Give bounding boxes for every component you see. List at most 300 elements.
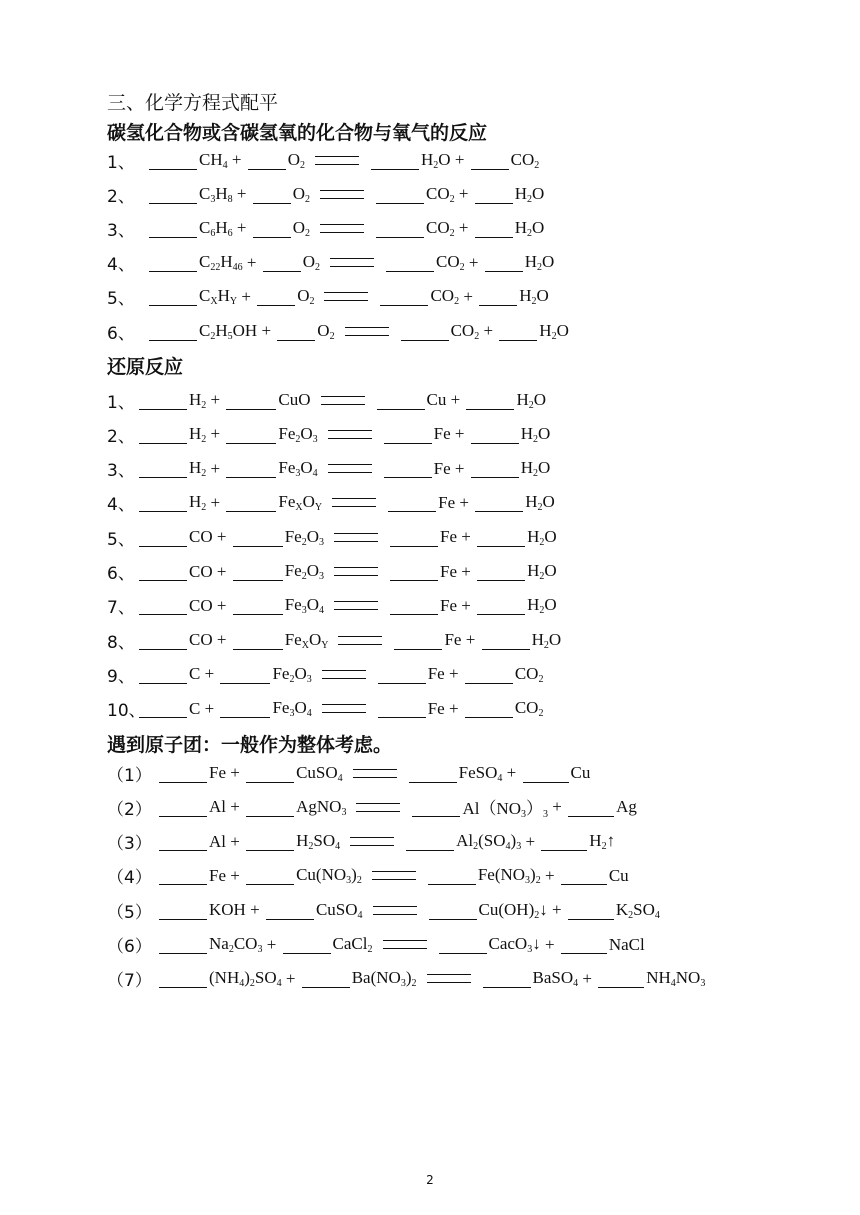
reactant-1: CO	[189, 527, 213, 547]
coefficient-blank[interactable]	[465, 699, 513, 718]
product-2: Cu	[570, 763, 591, 782]
coefficient-blank[interactable]	[246, 798, 294, 817]
plus-sign: +	[454, 184, 473, 204]
equation-number: 8、	[107, 632, 135, 653]
equation-number: 5、	[107, 289, 135, 310]
plus-sign: +	[455, 492, 474, 512]
equation-row	[107, 454, 550, 484]
equation-row	[107, 488, 555, 518]
coefficient-blank[interactable]	[139, 391, 187, 410]
equation-row	[107, 179, 544, 209]
plus-sign: +	[454, 218, 473, 238]
plus-sign: +	[200, 698, 219, 718]
equals-sign	[315, 156, 359, 165]
coefficient-blank[interactable]	[471, 151, 509, 170]
equation-number: 1、	[107, 392, 135, 413]
product-2: $H_2O$	[539, 320, 569, 342]
reactant-1: Fe	[209, 865, 226, 885]
plus-sign: +	[232, 184, 251, 204]
plus-sign: +	[502, 763, 521, 782]
coefficient-blank[interactable]	[499, 322, 537, 341]
plus-sign: +	[206, 492, 225, 512]
coefficient-blank[interactable]	[485, 253, 523, 272]
plus-sign: +	[226, 831, 245, 851]
product-2: $H_2O$	[527, 561, 557, 582]
equation-row	[107, 758, 590, 788]
plus-sign: +	[547, 900, 566, 920]
reactant-2: $Fe_3O_4$	[284, 595, 324, 617]
coefficient-blank[interactable]	[149, 253, 197, 272]
reactant-2: $O_2$	[292, 183, 310, 205]
coefficient-blank[interactable]	[394, 631, 442, 650]
plus-sign: +	[540, 865, 559, 885]
coefficient-blank[interactable]	[477, 562, 525, 581]
coefficient-blank[interactable]	[139, 459, 187, 478]
coefficient-blank[interactable]	[149, 219, 197, 238]
plus-sign: +	[232, 218, 251, 238]
product-2: $K_2SO_4$	[615, 899, 660, 921]
coefficient-blank[interactable]	[233, 596, 283, 615]
plus-sign: +	[461, 630, 480, 650]
product-1: Fe	[444, 630, 462, 650]
coefficient-blank[interactable]	[386, 253, 434, 272]
equation-number: 7、	[107, 598, 135, 619]
equals-sign	[338, 636, 382, 645]
coefficient-blank[interactable]	[159, 866, 207, 885]
plus-sign: +	[206, 458, 225, 478]
coefficient-blank[interactable]	[471, 459, 519, 478]
reactant-1: $H_2$	[189, 492, 207, 514]
plus-sign: +	[446, 390, 465, 409]
product-1: $CO_2$	[430, 286, 460, 308]
plus-sign: +	[237, 286, 256, 306]
product-1: $Cu(OH)_2↓$	[478, 899, 548, 921]
coefficient-blank[interactable]	[465, 665, 513, 684]
page-number: 2	[426, 1173, 434, 1187]
equation-row	[107, 213, 544, 243]
coefficient-blank[interactable]	[409, 764, 457, 783]
equals-sign	[334, 567, 378, 576]
coefficient-blank[interactable]	[471, 425, 519, 444]
product-1: Fe	[440, 527, 457, 547]
product-2: $H_2O$	[527, 526, 557, 548]
equation-number: （3）	[107, 834, 152, 855]
coefficient-blank[interactable]	[390, 528, 438, 547]
coefficient-blank[interactable]	[139, 699, 187, 718]
coefficient-blank[interactable]	[568, 798, 614, 817]
reactant-2: $O_2$	[287, 149, 305, 171]
coefficient-blank[interactable]	[390, 596, 438, 615]
equation-row	[107, 557, 557, 587]
reactant-1: $Na_2CO_3$	[209, 934, 263, 955]
product-2: Ag	[616, 797, 637, 817]
coefficient-blank[interactable]	[266, 901, 314, 920]
product-1: $Al_2(SO_4)_3$	[456, 831, 522, 853]
plus-sign: +	[212, 595, 231, 615]
plus-sign: +	[257, 321, 276, 340]
product-2: Cu	[608, 865, 629, 885]
coefficient-blank[interactable]	[412, 798, 460, 817]
coefficient-blank[interactable]	[561, 866, 607, 885]
equation-number: （2）	[107, 799, 152, 820]
reactant-1: C	[189, 698, 201, 718]
coefficient-blank[interactable]	[257, 287, 295, 306]
plus-sign: +	[226, 865, 245, 885]
equals-sign	[356, 803, 400, 812]
equation-number: （1）	[107, 765, 152, 786]
coefficient-blank[interactable]	[378, 665, 426, 684]
equation-row	[107, 419, 550, 449]
reactant-1: Al	[209, 831, 226, 851]
coefficient-blank[interactable]	[466, 391, 514, 410]
plus-sign: +	[212, 527, 231, 547]
coefficient-blank[interactable]	[477, 528, 525, 547]
equals-sign	[330, 258, 374, 267]
equation-row	[107, 282, 549, 312]
product-2: $NH_4NO_3$	[646, 968, 706, 990]
equation-number: （4）	[107, 868, 152, 889]
product-2: $CO_2$	[510, 149, 540, 171]
reactant-2: $Fe_XO_Y$	[284, 629, 329, 651]
equation-row	[107, 792, 637, 822]
reactant-2: CaCl$_2$	[332, 934, 373, 955]
equals-sign	[345, 327, 389, 336]
coefficient-blank[interactable]	[139, 665, 187, 684]
equation-row	[107, 694, 543, 724]
equation-number: 6、	[107, 564, 135, 584]
equation-row	[107, 659, 543, 689]
equation-number: 10、	[107, 701, 146, 722]
equals-sign	[373, 906, 417, 915]
product-2: $H_2O$	[524, 252, 555, 274]
product-1: $Fe(NO_3)_2$	[477, 865, 541, 887]
equation-number: 4、	[107, 255, 135, 276]
reactant-2: $Cu(NO_3)_2$	[296, 865, 362, 887]
product-2: $H_2O$	[520, 423, 551, 445]
coefficient-blank[interactable]	[139, 562, 187, 581]
equation-number: （5）	[107, 902, 152, 923]
coefficient-blank[interactable]	[159, 935, 207, 954]
coefficient-blank[interactable]	[384, 425, 432, 444]
product-2: $H_2O$	[514, 183, 545, 205]
equation-row	[107, 625, 561, 655]
coefficient-blank[interactable]	[253, 219, 291, 238]
reactant-1: C	[189, 664, 201, 684]
reactant-1: $H_2$	[189, 423, 207, 445]
coefficient-blank[interactable]	[388, 493, 436, 512]
coefficient-blank[interactable]	[159, 764, 207, 783]
coefficient-blank[interactable]	[139, 528, 187, 547]
product-1: Fe	[427, 698, 445, 718]
reactant-2: $Ba(NO_3)_2$	[351, 968, 417, 990]
group3-title: 遇到原子团：一般作为整体考虑。	[107, 734, 393, 756]
coefficient-blank[interactable]	[376, 185, 424, 204]
reactant-2: $H_2SO_4$	[296, 831, 341, 853]
plus-sign: +	[206, 390, 225, 409]
coefficient-blank[interactable]	[541, 832, 587, 851]
product-1: $CO_2$	[436, 252, 465, 274]
coefficient-blank[interactable]	[380, 287, 428, 306]
coefficient-blank[interactable]	[149, 287, 197, 306]
coefficient-blank[interactable]	[429, 901, 477, 920]
coefficient-blank[interactable]	[139, 631, 187, 650]
equals-sign	[350, 837, 394, 846]
reactant-1: Fe	[209, 763, 226, 782]
coefficient-blank[interactable]	[598, 969, 644, 988]
coefficient-blank[interactable]	[439, 935, 487, 954]
product-1: CacO$_3$↓	[488, 934, 541, 955]
plus-sign: +	[457, 595, 476, 615]
plus-sign: +	[245, 900, 264, 920]
coefficient-blank[interactable]	[482, 631, 530, 650]
equation-row	[107, 930, 645, 960]
product-1: Fe	[440, 595, 457, 615]
coefficient-blank[interactable]	[283, 935, 331, 954]
plus-sign: +	[444, 664, 463, 684]
product-1: $CO_2$	[450, 320, 480, 342]
equation-row	[107, 316, 569, 346]
reactant-2: $Fe_3O_4$	[278, 458, 318, 480]
reactant-2: $Fe_2O_3$	[284, 526, 324, 548]
equation-row	[107, 895, 660, 925]
coefficient-blank[interactable]	[384, 459, 432, 478]
coefficient-blank[interactable]	[159, 832, 207, 851]
product-1: Fe	[440, 561, 457, 581]
plus-sign: +	[457, 561, 476, 581]
reactant-2: AgNO$_3$	[296, 796, 347, 818]
reactant-2: $Fe_3O_4$	[272, 698, 312, 720]
equals-sign	[427, 974, 471, 983]
coefficient-blank[interactable]	[371, 151, 419, 170]
coefficient-blank[interactable]	[475, 185, 513, 204]
plus-sign: +	[281, 968, 300, 988]
equation-number: 3、	[107, 220, 135, 241]
product-1: $H_2O$	[421, 149, 451, 171]
reactant-1: $C_XH_Y$	[199, 286, 238, 308]
equation-row	[107, 522, 557, 552]
coefficient-blank[interactable]	[226, 493, 276, 512]
coefficient-blank[interactable]	[406, 832, 454, 851]
reactant-2: $Fe_XO_Y$	[278, 492, 323, 514]
plus-sign: +	[450, 150, 469, 169]
equation-row	[107, 861, 629, 891]
coefficient-blank[interactable]	[376, 219, 424, 238]
equals-sign	[324, 292, 368, 301]
plus-sign: +	[212, 630, 231, 650]
coefficient-blank[interactable]	[226, 459, 276, 478]
equals-sign	[321, 396, 365, 405]
equation-row	[107, 827, 615, 857]
coefficient-blank[interactable]	[378, 699, 426, 718]
coefficient-blank[interactable]	[246, 832, 294, 851]
equation-number: 1、	[107, 152, 135, 173]
reactant-1: KOH	[209, 900, 246, 920]
plus-sign: +	[200, 664, 219, 684]
reactant-1: $C_2H_5OH$	[199, 320, 258, 342]
coefficient-blank[interactable]	[220, 699, 270, 718]
reactant-1: CO	[189, 561, 213, 581]
plus-sign: +	[540, 934, 559, 954]
equals-sign	[353, 769, 397, 778]
coefficient-blank[interactable]	[483, 969, 531, 988]
reactant-2: CuO	[278, 390, 311, 409]
equals-sign	[334, 601, 378, 610]
plus-sign: +	[444, 698, 463, 718]
plus-sign: +	[450, 458, 469, 478]
reactant-1: $H_2$	[189, 458, 207, 480]
coefficient-blank[interactable]	[302, 969, 350, 988]
equals-sign	[328, 464, 372, 473]
reactant-1: CO	[189, 595, 213, 615]
product-1: $CO_2$	[426, 183, 455, 205]
product-1: Fe	[433, 458, 451, 478]
reactant-2: $O_2$	[297, 286, 315, 308]
coefficient-blank[interactable]	[479, 287, 517, 306]
coefficient-blank[interactable]	[139, 425, 187, 444]
product-2: $H_2O$	[527, 595, 557, 617]
reactant-1: Al	[209, 797, 226, 817]
coefficient-blank[interactable]	[248, 151, 286, 170]
reactant-1: $(NH_4)_2SO_4$	[209, 968, 282, 990]
coefficient-blank[interactable]	[233, 528, 283, 547]
reactant-1: CO	[189, 630, 213, 650]
coefficient-blank[interactable]	[159, 901, 207, 920]
plus-sign: +	[226, 797, 245, 817]
equation-number: 3、	[107, 461, 135, 482]
coefficient-blank[interactable]	[233, 631, 283, 650]
coefficient-blank[interactable]	[220, 665, 270, 684]
product-2: $H_2O$	[525, 492, 555, 514]
reactant-1: $H_2$	[189, 389, 207, 411]
equation-number: （6）	[107, 937, 152, 957]
plus-sign: +	[226, 763, 245, 782]
coefficient-blank[interactable]	[149, 322, 197, 341]
reactant-1: $C_{22}H_{46}$	[199, 252, 243, 274]
plus-sign: +	[450, 424, 469, 444]
equation-row	[107, 591, 557, 621]
group2-title: 还原反应	[107, 356, 184, 378]
equation-row	[107, 248, 554, 278]
plus-sign: +	[242, 252, 261, 272]
coefficient-blank[interactable]	[246, 866, 294, 885]
coefficient-blank[interactable]	[246, 764, 294, 783]
equation-number: 2、	[107, 426, 135, 447]
product-1: BaSO$_4$	[532, 968, 579, 990]
product-1: $Al(NO_3)_3$	[462, 799, 548, 821]
product-2: $H_2O$	[514, 217, 545, 239]
coefficient-blank[interactable]	[226, 425, 276, 444]
coefficient-blank[interactable]	[390, 562, 438, 581]
equation-row	[107, 964, 705, 994]
coefficient-blank[interactable]	[139, 596, 187, 615]
product-2: $H_2↑$	[589, 831, 616, 853]
product-1: Fe	[438, 492, 456, 512]
reactant-2: $Fe_2O_3$	[272, 663, 312, 685]
plus-sign: +	[457, 527, 476, 547]
equation-number: 6、	[107, 323, 135, 344]
reactant-1: $C_3H_8$	[199, 183, 233, 205]
product-1: Fe	[427, 664, 445, 684]
plus-sign: +	[479, 321, 498, 340]
equals-sign	[320, 190, 364, 199]
equals-sign	[372, 871, 416, 880]
coefficient-blank[interactable]	[401, 322, 449, 341]
reactant-1: $C_6H_6$	[199, 217, 233, 239]
reactant-2: $O_2$	[292, 217, 310, 239]
equals-sign	[383, 940, 427, 949]
coefficient-blank[interactable]	[233, 562, 283, 581]
product-1: Cu	[426, 390, 447, 409]
coefficient-blank[interactable]	[149, 185, 197, 204]
plus-sign: +	[548, 797, 567, 817]
plus-sign: +	[578, 968, 597, 988]
product-2: $H_2O$	[520, 458, 551, 480]
product-2: $CO_2$	[514, 663, 544, 685]
coefficient-blank[interactable]	[477, 596, 525, 615]
plus-sign: +	[227, 150, 246, 169]
plus-sign: +	[521, 831, 540, 851]
coefficient-blank[interactable]	[475, 493, 523, 512]
equals-sign	[332, 498, 376, 507]
coefficient-blank[interactable]	[253, 185, 291, 204]
product-2: $H_2O$	[519, 286, 549, 308]
plus-sign: +	[464, 252, 483, 272]
group1-title: 碳氢化合物或含碳氢氧的化合物与氧气的反应	[107, 122, 488, 144]
plus-sign: +	[459, 286, 478, 306]
plus-sign: +	[206, 424, 225, 444]
plus-sign: +	[212, 561, 231, 581]
coefficient-blank[interactable]	[523, 764, 569, 783]
equals-sign	[322, 670, 366, 679]
product-1: $CO_2$	[426, 217, 455, 239]
coefficient-blank[interactable]	[568, 901, 614, 920]
reactant-1: $CH_4$	[199, 149, 228, 171]
coefficient-blank[interactable]	[263, 253, 301, 272]
coefficient-blank[interactable]	[377, 391, 425, 410]
coefficient-blank[interactable]	[226, 391, 276, 410]
equals-sign	[328, 430, 372, 439]
product-2: $H_2O$	[516, 389, 546, 411]
equals-sign	[322, 704, 366, 713]
reactant-2: $O_2$	[302, 252, 320, 274]
reactant-2: $O_2$	[317, 320, 335, 342]
reactant-2: CuSO$_4$	[315, 899, 363, 921]
coefficient-blank[interactable]	[139, 493, 187, 512]
product-1: Fe	[433, 424, 451, 444]
product-2: $CO_2$	[514, 698, 544, 720]
equation-number: 2、	[107, 186, 135, 207]
coefficient-blank[interactable]	[149, 151, 197, 170]
coefficient-blank[interactable]	[159, 798, 207, 817]
equation-row	[107, 385, 546, 415]
coefficient-blank[interactable]	[159, 969, 207, 988]
reactant-2: $Fe_2O_3$	[278, 423, 318, 445]
coefficient-blank[interactable]	[277, 322, 315, 341]
equation-number: （7）	[107, 971, 152, 992]
coefficient-blank[interactable]	[475, 219, 513, 238]
reactant-2: $Fe_2O_3$	[284, 561, 324, 582]
coefficient-blank[interactable]	[428, 866, 476, 885]
section-title: 三、化学方程式配平	[107, 92, 279, 114]
equals-sign	[334, 533, 378, 542]
equation-number: 5、	[107, 529, 135, 550]
reactant-2: CuSO$_4$	[296, 762, 343, 784]
product-2: NaCl	[608, 934, 645, 954]
equation-row	[107, 145, 539, 175]
equals-sign	[320, 224, 364, 233]
coefficient-blank[interactable]	[561, 935, 607, 954]
product-2: $H_2O$	[531, 629, 562, 651]
